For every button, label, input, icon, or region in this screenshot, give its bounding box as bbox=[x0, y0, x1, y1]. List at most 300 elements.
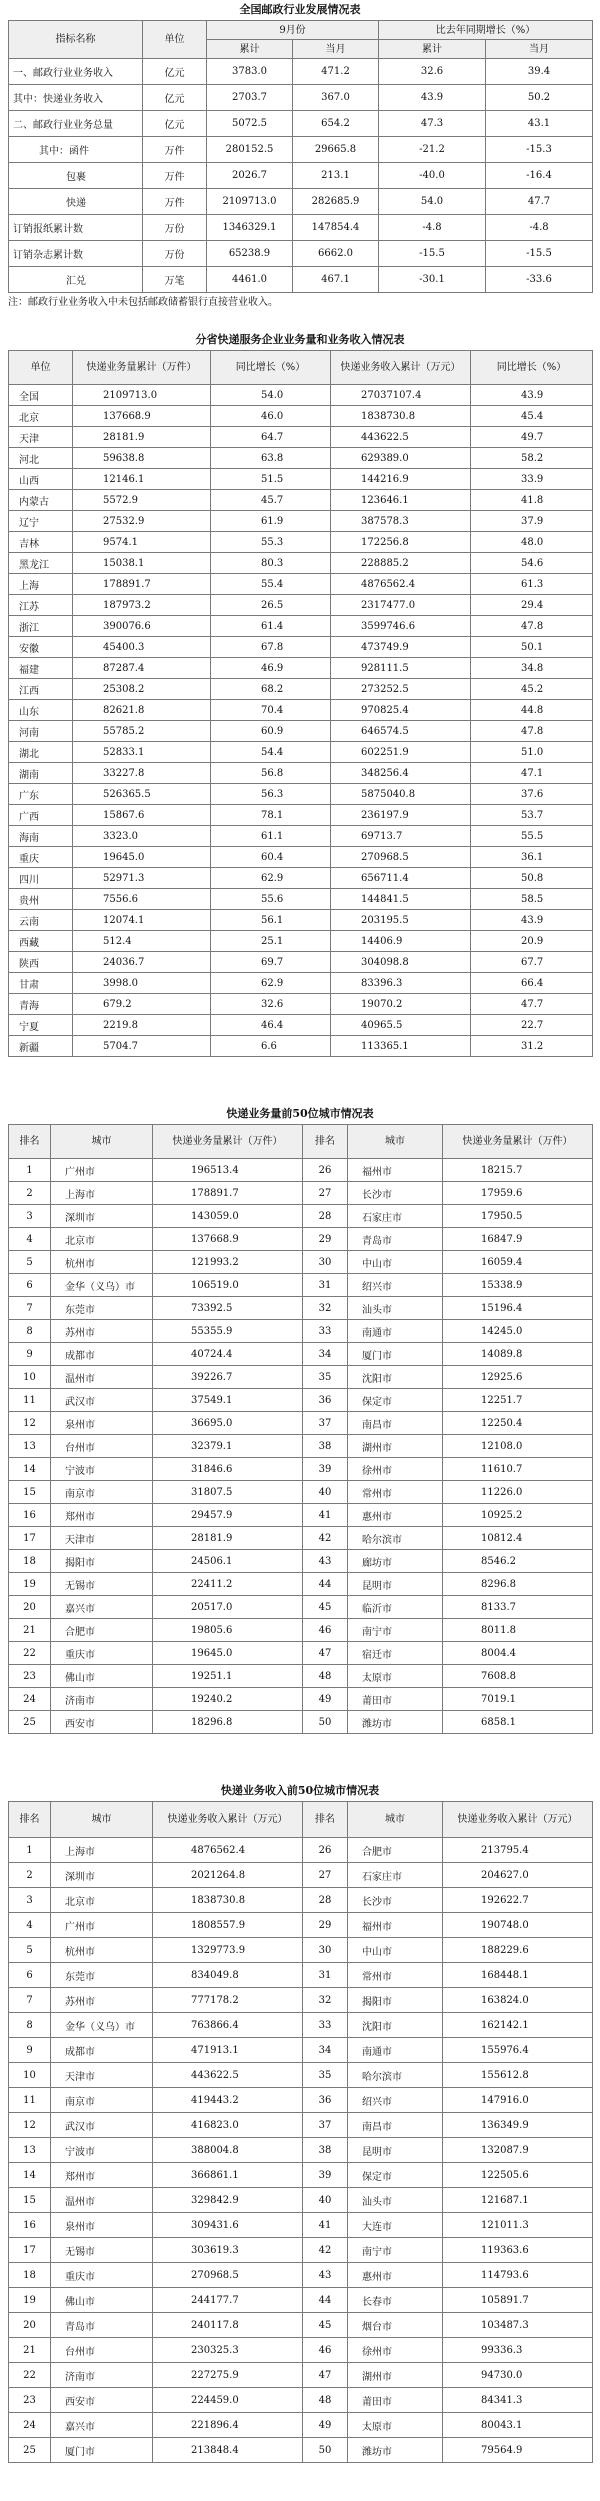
revenue-growth-cell: 58.2 bbox=[471, 448, 593, 469]
revenue-growth-cell: 47.1 bbox=[471, 763, 593, 784]
volume-top50-section bbox=[8, 1106, 592, 1734]
postal-industry-section bbox=[8, 2, 592, 310]
table-row bbox=[9, 721, 593, 742]
region-cell: 北京 bbox=[9, 406, 73, 427]
value-cell: 7019.1 bbox=[443, 1688, 593, 1711]
rank-cell: 26 bbox=[303, 1159, 348, 1182]
value-cell: 121687.1 bbox=[443, 2188, 593, 2213]
table-row bbox=[9, 574, 593, 595]
volume-cell: 3998.0 bbox=[73, 973, 211, 994]
volume-cell: 178891.7 bbox=[73, 574, 211, 595]
value-cell: 196513.4 bbox=[153, 1159, 303, 1182]
volume-cell: 12146.1 bbox=[73, 469, 211, 490]
revenue-cell: 3599746.6 bbox=[331, 616, 471, 637]
revenue-table-body bbox=[9, 1838, 593, 2463]
rank-cell: 40 bbox=[303, 2188, 348, 2213]
revenue-cell: 172256.8 bbox=[331, 532, 471, 553]
cumulative-growth-cell: -4.8 bbox=[379, 215, 486, 241]
table-row bbox=[9, 1320, 593, 1343]
rank-cell: 49 bbox=[303, 2413, 348, 2438]
region-cell: 海南 bbox=[9, 826, 73, 847]
header-rank: 排名 bbox=[303, 1802, 348, 1838]
city-cell: 合肥市 bbox=[348, 1838, 443, 1863]
value-cell: 224459.0 bbox=[153, 2388, 303, 2413]
rank-cell: 33 bbox=[303, 1320, 348, 1343]
region-cell: 广东 bbox=[9, 784, 73, 805]
rank-cell: 2 bbox=[9, 1182, 51, 1205]
volume-cell: 27532.9 bbox=[73, 511, 211, 532]
city-cell: 泉州市 bbox=[51, 1412, 153, 1435]
postal-table-title: 全国邮政行业发展情况表 bbox=[239, 3, 361, 16]
cumulative-cell: 65238.9 bbox=[207, 241, 293, 267]
revenue-cell: 14406.9 bbox=[331, 931, 471, 952]
city-cell: 深圳市 bbox=[51, 1863, 153, 1888]
revenue-cell: 928111.5 bbox=[331, 658, 471, 679]
value-cell: 121011.3 bbox=[443, 2213, 593, 2238]
table-row bbox=[9, 2063, 593, 2088]
volume-growth-cell: 60.9 bbox=[211, 721, 331, 742]
value-cell: 15196.4 bbox=[443, 1297, 593, 1320]
city-cell: 昆明市 bbox=[348, 1573, 443, 1596]
value-cell: 1329773.9 bbox=[153, 1938, 303, 1963]
volume-cell: 5704.7 bbox=[73, 1036, 211, 1057]
indicator-name-cell: 汇兑 bbox=[9, 267, 143, 293]
value-cell: 99336.3 bbox=[443, 2338, 593, 2363]
city-cell: 南昌市 bbox=[348, 2113, 443, 2138]
cumulative-cell: 3783.0 bbox=[207, 59, 293, 85]
city-cell: 廊坊市 bbox=[348, 1550, 443, 1573]
value-cell: 4876562.4 bbox=[153, 1838, 303, 1863]
rank-cell: 11 bbox=[9, 1389, 51, 1412]
revenue-growth-cell: 43.9 bbox=[471, 910, 593, 931]
table-row bbox=[9, 1228, 593, 1251]
volume-growth-cell: 6.6 bbox=[211, 1036, 331, 1057]
value-cell: 763866.4 bbox=[153, 2013, 303, 2038]
value-cell: 270968.5 bbox=[153, 2263, 303, 2288]
value-cell: 303619.3 bbox=[153, 2238, 303, 2263]
rank-cell: 33 bbox=[303, 2013, 348, 2038]
current-growth-cell: -15.3 bbox=[486, 137, 593, 163]
current-cell: 6662.0 bbox=[293, 241, 379, 267]
value-cell: 6858.1 bbox=[443, 1711, 593, 1734]
table-row bbox=[9, 616, 593, 637]
region-cell: 宁夏 bbox=[9, 1015, 73, 1036]
rank-cell: 35 bbox=[303, 2063, 348, 2088]
city-cell: 南京市 bbox=[51, 1481, 153, 1504]
volume-growth-cell: 80.3 bbox=[211, 553, 331, 574]
volume-growth-cell: 51.5 bbox=[211, 469, 331, 490]
table-row bbox=[9, 826, 593, 847]
city-cell: 青岛市 bbox=[348, 1228, 443, 1251]
region-cell: 山西 bbox=[9, 469, 73, 490]
rank-cell: 30 bbox=[303, 1938, 348, 1963]
table-row bbox=[9, 490, 593, 511]
unit-cell: 万笔 bbox=[143, 267, 207, 293]
region-cell: 江西 bbox=[9, 679, 73, 700]
rank-cell: 4 bbox=[9, 1913, 51, 1938]
cumulative-growth-cell: 43.9 bbox=[379, 85, 486, 111]
rank-cell: 29 bbox=[303, 1228, 348, 1251]
rank-cell: 22 bbox=[9, 1642, 51, 1665]
revenue-cell: 27037107.4 bbox=[331, 385, 471, 406]
city-cell: 揭阳市 bbox=[348, 1988, 443, 2013]
revenue-cell: 228885.2 bbox=[331, 553, 471, 574]
indicator-name-cell: 二、邮政行业业务总量 bbox=[9, 111, 143, 137]
city-cell: 南宁市 bbox=[348, 1619, 443, 1642]
indicator-name-cell: 其中：快递业务收入 bbox=[9, 85, 143, 111]
volume-growth-cell: 26.5 bbox=[211, 595, 331, 616]
revenue-cell: 4876562.4 bbox=[331, 574, 471, 595]
rank-cell: 14 bbox=[9, 2163, 51, 2188]
table-row bbox=[9, 2263, 593, 2288]
table-row bbox=[9, 805, 593, 826]
region-cell: 山东 bbox=[9, 700, 73, 721]
revenue-cell: 5875040.8 bbox=[331, 784, 471, 805]
city-cell: 郑州市 bbox=[51, 1504, 153, 1527]
header-volume: 快递业务量累计（万件） bbox=[73, 351, 211, 385]
city-cell: 金华（义乌）市 bbox=[51, 1274, 153, 1297]
cumulative-cell: 2109713.0 bbox=[207, 189, 293, 215]
city-cell: 哈尔滨市 bbox=[348, 1527, 443, 1550]
rank-cell: 2 bbox=[9, 1863, 51, 1888]
region-cell: 四川 bbox=[9, 868, 73, 889]
header-value: 快递业务量累计（万件） bbox=[153, 1125, 303, 1159]
table-row bbox=[9, 700, 593, 721]
value-cell: 18296.8 bbox=[153, 1711, 303, 1734]
volume-growth-cell: 55.6 bbox=[211, 889, 331, 910]
rank-cell: 31 bbox=[303, 1963, 348, 1988]
table-row bbox=[9, 1015, 593, 1036]
revenue-growth-cell: 48.0 bbox=[471, 532, 593, 553]
value-cell: 73392.5 bbox=[153, 1297, 303, 1320]
table-note: 注：邮政行业业务收入中未包括邮政储蓄银行直接营业收入。 bbox=[8, 297, 278, 308]
value-cell: 2021264.8 bbox=[153, 1863, 303, 1888]
revenue-cell: 970825.4 bbox=[331, 700, 471, 721]
city-cell: 武汉市 bbox=[51, 1389, 153, 1412]
region-cell: 全国 bbox=[9, 385, 73, 406]
city-cell: 莆田市 bbox=[348, 1688, 443, 1711]
revenue-growth-cell: 41.8 bbox=[471, 490, 593, 511]
value-cell: 188229.6 bbox=[443, 1938, 593, 1963]
header-region: 单位 bbox=[9, 351, 73, 385]
value-cell: 15338.9 bbox=[443, 1274, 593, 1297]
cumulative-cell: 5072.5 bbox=[207, 111, 293, 137]
value-cell: 8011.8 bbox=[443, 1619, 593, 1642]
value-cell: 122505.6 bbox=[443, 2163, 593, 2188]
city-cell: 东莞市 bbox=[51, 1963, 153, 1988]
rank-cell: 12 bbox=[9, 1412, 51, 1435]
header-current-growth: 当月 bbox=[486, 40, 593, 59]
revenue-top50-section bbox=[8, 1783, 592, 2463]
revenue-growth-cell: 20.9 bbox=[471, 931, 593, 952]
value-cell: 178891.7 bbox=[153, 1182, 303, 1205]
cumulative-growth-cell: 47.3 bbox=[379, 111, 486, 137]
cumulative-growth-cell: -21.2 bbox=[379, 137, 486, 163]
city-cell: 徐州市 bbox=[348, 2338, 443, 2363]
unit-cell: 万份 bbox=[143, 215, 207, 241]
city-cell: 深圳市 bbox=[51, 1205, 153, 1228]
city-cell: 石家庄市 bbox=[348, 1863, 443, 1888]
value-cell: 329842.9 bbox=[153, 2188, 303, 2213]
table-row bbox=[9, 469, 593, 490]
header-month-group: 9月份 bbox=[207, 21, 379, 40]
rank-cell: 19 bbox=[9, 1573, 51, 1596]
header-value: 快递业务收入累计（万元） bbox=[443, 1802, 593, 1838]
value-cell: 24506.1 bbox=[153, 1550, 303, 1573]
header-rank: 排名 bbox=[303, 1125, 348, 1159]
table-row bbox=[9, 2088, 593, 2113]
revenue-growth-cell: 54.6 bbox=[471, 553, 593, 574]
region-cell: 河南 bbox=[9, 721, 73, 742]
rank-cell: 46 bbox=[303, 1619, 348, 1642]
current-cell: 367.0 bbox=[293, 85, 379, 111]
city-cell: 福州市 bbox=[348, 1159, 443, 1182]
city-cell: 天津市 bbox=[51, 2063, 153, 2088]
region-cell: 云南 bbox=[9, 910, 73, 931]
unit-cell: 万件 bbox=[143, 189, 207, 215]
city-cell: 临沂市 bbox=[348, 1596, 443, 1619]
value-cell: 155976.4 bbox=[443, 2038, 593, 2063]
value-cell: 19240.2 bbox=[153, 1688, 303, 1711]
rank-cell: 32 bbox=[303, 1297, 348, 1320]
cumulative-growth-cell: -30.1 bbox=[379, 267, 486, 293]
table-row bbox=[9, 1938, 593, 1963]
header-rank: 排名 bbox=[9, 1802, 51, 1838]
header-value: 快递业务量累计（万件） bbox=[443, 1125, 593, 1159]
volume-cell: 52833.1 bbox=[73, 742, 211, 763]
rank-cell: 50 bbox=[303, 2438, 348, 2463]
table-row bbox=[9, 1274, 593, 1297]
table-row bbox=[9, 2413, 593, 2438]
city-cell: 郑州市 bbox=[51, 2163, 153, 2188]
table-row bbox=[9, 973, 593, 994]
city-cell: 重庆市 bbox=[51, 2263, 153, 2288]
volume-growth-cell: 32.6 bbox=[211, 994, 331, 1015]
table-row bbox=[9, 1036, 593, 1057]
volume-growth-cell: 55.4 bbox=[211, 574, 331, 595]
region-cell: 陕西 bbox=[9, 952, 73, 973]
value-cell: 388004.8 bbox=[153, 2138, 303, 2163]
value-cell: 29457.9 bbox=[153, 1504, 303, 1527]
city-cell: 广州市 bbox=[51, 1159, 153, 1182]
rank-cell: 48 bbox=[303, 1665, 348, 1688]
table-row bbox=[9, 1596, 593, 1619]
value-cell: 132087.9 bbox=[443, 2138, 593, 2163]
volume-growth-cell: 60.4 bbox=[211, 847, 331, 868]
volume-cell: 82621.8 bbox=[73, 700, 211, 721]
table-row bbox=[9, 137, 593, 163]
revenue-cell: 273252.5 bbox=[331, 679, 471, 700]
volume-cell: 25308.2 bbox=[73, 679, 211, 700]
header-unit: 单位 bbox=[143, 21, 207, 59]
value-cell: 31807.5 bbox=[153, 1481, 303, 1504]
table-row bbox=[9, 1550, 593, 1573]
value-cell: 39226.7 bbox=[153, 1366, 303, 1389]
cumulative-cell: 2026.7 bbox=[207, 163, 293, 189]
value-cell: 114793.6 bbox=[443, 2263, 593, 2288]
value-cell: 244177.7 bbox=[153, 2288, 303, 2313]
header-revenue: 快递业务收入累计（万元） bbox=[331, 351, 471, 385]
volume-growth-cell: 62.9 bbox=[211, 868, 331, 889]
table-row bbox=[9, 2288, 593, 2313]
value-cell: 137668.9 bbox=[153, 1228, 303, 1251]
city-cell: 绍兴市 bbox=[348, 1274, 443, 1297]
table-row bbox=[9, 2038, 593, 2063]
city-cell: 济南市 bbox=[51, 2363, 153, 2388]
cumulative-cell: 4461.0 bbox=[207, 267, 293, 293]
rank-cell: 21 bbox=[9, 2338, 51, 2363]
region-cell: 甘肃 bbox=[9, 973, 73, 994]
value-cell: 8133.7 bbox=[443, 1596, 593, 1619]
table-row bbox=[9, 2313, 593, 2338]
value-cell: 10925.2 bbox=[443, 1504, 593, 1527]
city-cell: 中山市 bbox=[348, 1938, 443, 1963]
rank-cell: 23 bbox=[9, 1665, 51, 1688]
table-row bbox=[9, 847, 593, 868]
city-cell: 南通市 bbox=[348, 2038, 443, 2063]
region-cell: 广西 bbox=[9, 805, 73, 826]
table-row bbox=[9, 868, 593, 889]
table-row bbox=[9, 215, 593, 241]
region-cell: 江苏 bbox=[9, 595, 73, 616]
table-row bbox=[9, 2338, 593, 2363]
table-header-row bbox=[9, 1125, 593, 1159]
revenue-growth-cell: 50.1 bbox=[471, 637, 593, 658]
value-cell: 103487.3 bbox=[443, 2313, 593, 2338]
value-cell: 143059.0 bbox=[153, 1205, 303, 1228]
region-cell: 内蒙古 bbox=[9, 490, 73, 511]
cumulative-growth-cell: 32.6 bbox=[379, 59, 486, 85]
rank-cell: 31 bbox=[303, 1274, 348, 1297]
revenue-top50-table bbox=[8, 1801, 593, 2463]
table-row bbox=[9, 784, 593, 805]
value-cell: 1808557.9 bbox=[153, 1913, 303, 1938]
city-cell: 杭州市 bbox=[51, 1938, 153, 1963]
city-cell: 沈阳市 bbox=[348, 1366, 443, 1389]
revenue-growth-cell: 47.8 bbox=[471, 616, 593, 637]
revenue-growth-cell: 66.4 bbox=[471, 973, 593, 994]
value-cell: 28181.9 bbox=[153, 1527, 303, 1550]
city-cell: 嘉兴市 bbox=[51, 2413, 153, 2438]
header-current: 当月 bbox=[293, 40, 379, 59]
rank-cell: 49 bbox=[303, 1688, 348, 1711]
city-cell: 佛山市 bbox=[51, 2288, 153, 2313]
city-cell: 保定市 bbox=[348, 2163, 443, 2188]
volume-growth-cell: 61.1 bbox=[211, 826, 331, 847]
value-cell: 80043.1 bbox=[443, 2413, 593, 2438]
revenue-cell: 656711.4 bbox=[331, 868, 471, 889]
volume-cell: 5572.9 bbox=[73, 490, 211, 511]
city-cell: 常州市 bbox=[348, 1963, 443, 1988]
revenue-growth-cell: 47.8 bbox=[471, 721, 593, 742]
rank-cell: 28 bbox=[303, 1888, 348, 1913]
revenue-cell: 646574.5 bbox=[331, 721, 471, 742]
rank-cell: 20 bbox=[9, 1596, 51, 1619]
table-row bbox=[9, 1481, 593, 1504]
revenue-growth-cell: 34.8 bbox=[471, 658, 593, 679]
revenue-cell: 40965.5 bbox=[331, 1015, 471, 1036]
value-cell: 12925.6 bbox=[443, 1366, 593, 1389]
value-cell: 22411.2 bbox=[153, 1573, 303, 1596]
table-row bbox=[9, 1527, 593, 1550]
volume-growth-cell: 61.4 bbox=[211, 616, 331, 637]
city-cell: 青岛市 bbox=[51, 2313, 153, 2338]
rank-cell: 44 bbox=[303, 1573, 348, 1596]
table-row bbox=[9, 1366, 593, 1389]
region-cell: 福建 bbox=[9, 658, 73, 679]
rank-cell: 34 bbox=[303, 2038, 348, 2063]
table-row bbox=[9, 1688, 593, 1711]
rank-cell: 50 bbox=[303, 1711, 348, 1734]
city-cell: 汕头市 bbox=[348, 2188, 443, 2213]
table-row bbox=[9, 511, 593, 532]
current-growth-cell: -33.6 bbox=[486, 267, 593, 293]
rank-cell: 13 bbox=[9, 1435, 51, 1458]
table-row bbox=[9, 1838, 593, 1863]
revenue-growth-cell: 58.5 bbox=[471, 889, 593, 910]
city-cell: 济南市 bbox=[51, 1688, 153, 1711]
region-cell: 湖南 bbox=[9, 763, 73, 784]
table-row bbox=[9, 1573, 593, 1596]
revenue-growth-cell: 47.7 bbox=[471, 994, 593, 1015]
volume-growth-cell: 68.2 bbox=[211, 679, 331, 700]
revenue-growth-cell: 45.2 bbox=[471, 679, 593, 700]
revenue-cell: 629389.0 bbox=[331, 448, 471, 469]
unit-cell: 亿元 bbox=[143, 59, 207, 85]
unit-cell: 万份 bbox=[143, 241, 207, 267]
city-cell: 南京市 bbox=[51, 2088, 153, 2113]
value-cell: 8296.8 bbox=[443, 1573, 593, 1596]
header-volume-growth: 同比增长（%） bbox=[211, 351, 331, 385]
volume-cell: 33227.8 bbox=[73, 763, 211, 784]
cumulative-cell: 1346329.1 bbox=[207, 215, 293, 241]
value-cell: 777178.2 bbox=[153, 1988, 303, 2013]
rank-cell: 24 bbox=[9, 1688, 51, 1711]
region-cell: 安徽 bbox=[9, 637, 73, 658]
rank-cell: 32 bbox=[303, 1988, 348, 2013]
rank-cell: 44 bbox=[303, 2288, 348, 2313]
revenue-top50-title: 快递业务收入前50位城市情况表 bbox=[220, 1784, 380, 1797]
value-cell: 10812.4 bbox=[443, 1527, 593, 1550]
volume-growth-cell: 55.3 bbox=[211, 532, 331, 553]
current-growth-cell: 43.1 bbox=[486, 111, 593, 137]
table-row bbox=[9, 637, 593, 658]
city-cell: 汕头市 bbox=[348, 1297, 443, 1320]
city-cell: 南昌市 bbox=[348, 1412, 443, 1435]
table-row bbox=[9, 994, 593, 1015]
rank-cell: 37 bbox=[303, 1412, 348, 1435]
header-city: 城市 bbox=[51, 1125, 153, 1159]
city-cell: 太原市 bbox=[348, 2413, 443, 2438]
header-cumulative: 累计 bbox=[207, 40, 293, 59]
header-revenue-growth: 同比增长（%） bbox=[471, 351, 593, 385]
revenue-cell: 113365.1 bbox=[331, 1036, 471, 1057]
value-cell: 190748.0 bbox=[443, 1913, 593, 1938]
revenue-growth-cell: 45.4 bbox=[471, 406, 593, 427]
table-row bbox=[9, 1963, 593, 1988]
rank-cell: 5 bbox=[9, 1251, 51, 1274]
volume-cell: 15867.6 bbox=[73, 805, 211, 826]
indicator-name-cell: 快递 bbox=[9, 189, 143, 215]
city-cell: 宁波市 bbox=[51, 2138, 153, 2163]
value-cell: 55355.9 bbox=[153, 1320, 303, 1343]
revenue-cell: 83396.3 bbox=[331, 973, 471, 994]
city-cell: 惠州市 bbox=[348, 2263, 443, 2288]
city-cell: 厦门市 bbox=[348, 1343, 443, 1366]
rank-cell: 9 bbox=[9, 2038, 51, 2063]
value-cell: 213848.4 bbox=[153, 2438, 303, 2463]
revenue-cell: 203195.5 bbox=[331, 910, 471, 931]
